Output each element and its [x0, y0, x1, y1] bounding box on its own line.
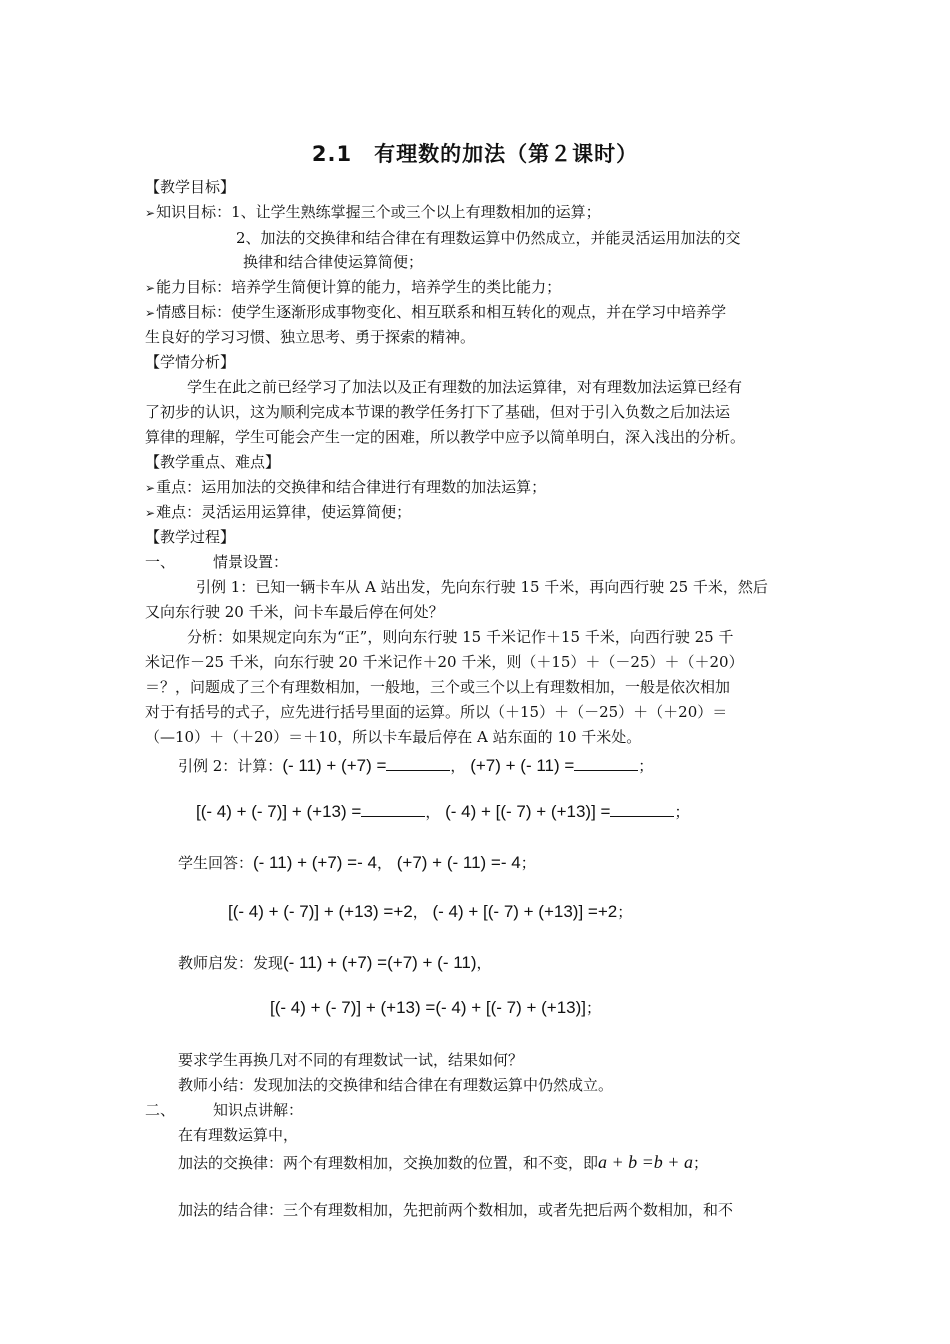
math-expression: [(- 4) + (- 7)] + (+13) = — [196, 802, 362, 821]
part2-number: 二、 — [145, 1101, 176, 1119]
math-expression: (- 11) + (+7) =(+7) + (- 11) — [283, 953, 477, 972]
math-expression: (- 4) + [(- 7) + (+13)] = — [445, 802, 611, 821]
answer-blank — [574, 756, 638, 771]
analysis-text-b: 米记作－25 千米，向东行驶 20 千米记作＋20 千米，则（＋15）＋（－25）＋（＋20） — [145, 653, 744, 671]
objective-emotion-a: ➢情感目标：使学生逐渐形成事物变化、相互联系和相互转化的观点，并在学习中培养学 — [145, 303, 727, 321]
section-keypoints: 【教学重点、难点】 — [145, 453, 281, 471]
math-expression: [(- 4) + (- 7)] + (+13) =(- 4) + [(- 7) + (+13)] — [270, 998, 587, 1017]
page-title: 2.1 有理数的加法（第２课时） — [311, 142, 639, 166]
part2-title: 知识点讲解： — [213, 1101, 304, 1119]
section-analysis: 【学情分析】 — [145, 353, 236, 371]
objective-knowledge-2a: 2、加法的交换律和结合律在有理数运算中仍然成立，并能灵活运用加法的交 — [236, 229, 741, 247]
analysis-text-d: 对于有括号的式子，应先进行括号里面的运算。所以（＋15）＋（－25）＋（＋20）＝ — [145, 703, 728, 721]
bullet-arrow-icon: ➢ — [145, 506, 156, 520]
analysis-text-a: 分析：如果规定向东为“正”，则向东行驶 15 千米记作＋15 千米，向西行驶 25 千 — [187, 628, 734, 646]
student-answer-row-1: 学生回答：(- 11) + (+7) =- 4， (+7) + (- 11) =- 4； — [178, 853, 536, 872]
associative-law: 加法的结合律：三个有理数相加，先把前两个数相加，或者先把后两个数相加，和不 — [178, 1201, 734, 1219]
bullet-arrow-icon: ➢ — [145, 306, 156, 320]
example2-row-1: 引例 2：计算：(- 11) + (+7) = ， (+7) + (- 11) = ； — [178, 756, 654, 775]
objective-knowledge-2b: 换律和结合律使运算简便； — [243, 253, 424, 271]
bullet-arrow-icon: ➢ — [145, 206, 156, 220]
example1-line-b: 又向东行驶 20 千米，问卡车最后停在何处？ — [145, 603, 444, 621]
teacher-hint-row-2: [(- 4) + (- 7)] + (+13) =(- 4) + [(- 7) + (+13)]； — [270, 998, 602, 1017]
bullet-arrow-icon: ➢ — [145, 481, 156, 495]
math-expression: a + b =b + a — [598, 1152, 693, 1172]
math-expression: (+7) + (- 11) =- 4 — [396, 853, 521, 872]
math-expression: (- 11) + (+7) =- 4 — [253, 853, 377, 872]
analysis-line-1: 学生在此之前已经学习了加法以及正有理数的加法运算律，对有理数加法运算已经有 — [187, 378, 743, 396]
commutative-law: 加法的交换律：两个有理数相加，交换加数的位置，和不变，即a + b =b + a； — [178, 1152, 708, 1172]
answer-blank — [361, 802, 425, 817]
math-expression: (+7) + (- 11) = — [470, 756, 575, 775]
student-answer-row-2: [(- 4) + (- 7)] + (+13) =+2， (- 4) + [(- 7) + (+13)] =+2； — [228, 902, 633, 921]
keypoint-key: ➢重点：运用加法的交换律和结合律进行有理数的加法运算； — [145, 478, 547, 496]
example1-line-a: 引例 1：已知一辆卡车从 A 站出发，先向东行驶 15 千米，再向西行驶 25 千米，然后 — [196, 578, 768, 596]
objective-knowledge-1: ➢知识目标：1、让学生熟练掌握三个或三个以上有理数相加的运算； — [145, 203, 601, 221]
part1-number: 一、 — [145, 553, 176, 571]
in-operation: 在有理数运算中， — [178, 1126, 299, 1144]
keypoint-hard: ➢难点：灵活运用运算律，使运算简便； — [145, 503, 412, 521]
objective-ability: ➢能力目标：培养学生简便计算的能力，培养学生的类比能力； — [145, 278, 562, 296]
example2-row-2: [(- 4) + (- 7)] + (+13) = ， (- 4) + [(- 7) + (+13)] = ； — [196, 802, 690, 821]
part1-title: 情景设置： — [213, 553, 289, 571]
analysis-text-c: ＝？，问题成了三个有理数相加，一般地，三个或三个以上有理数相加，一般是依次相加 — [145, 678, 731, 696]
analysis-text-e: （—10）＋（＋20）＝＋10，所以卡车最后停在 A 站东面的 10 千米处。 — [145, 728, 642, 746]
math-expression: [(- 4) + (- 7)] + (+13) =+2 — [228, 902, 413, 921]
math-expression: (- 4) + [(- 7) + (+13)] =+2 — [432, 902, 618, 921]
analysis-line-3: 算律的理解，学生可能会产生一定的困难，所以教学中应予以简单明白，深入浅出的分析。 — [145, 428, 746, 446]
section-process: 【教学过程】 — [145, 528, 236, 546]
analysis-line-2: 了初步的认识，这为顺利完成本节课的教学任务打下了基础，但对于引入负数之后加法运 — [145, 403, 731, 421]
answer-blank — [610, 802, 674, 817]
teacher-hint-row-1: 教师启发：发现(- 11) + (+7) =(+7) + (- 11)， — [178, 953, 492, 972]
ask-students: 要求学生再换几对不同的有理数试一试，结果如何？ — [178, 1051, 524, 1069]
objective-emotion-b: 生良好的学习习惯、独立思考、勇于探索的精神。 — [145, 328, 476, 346]
section-objectives: 【教学目标】 — [145, 178, 236, 196]
answer-blank — [386, 756, 450, 771]
math-expression: (- 11) + (+7) = — [282, 756, 387, 775]
bullet-arrow-icon: ➢ — [145, 281, 156, 295]
teacher-summary: 教师小结：发现加法的交换律和结合律在有理数运算中仍然成立。 — [178, 1076, 614, 1094]
